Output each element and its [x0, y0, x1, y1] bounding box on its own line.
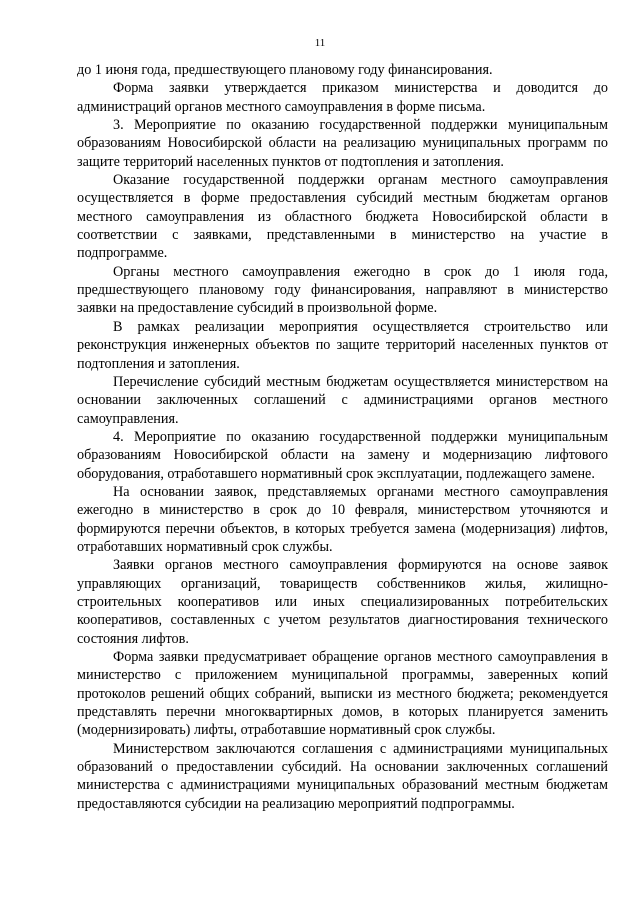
paragraph: Форма заявки утверждается приказом министерства и доводится до администраций органов местного самоуправления в форме письма.: [77, 80, 608, 115]
paragraph: Заявки органов местного самоуправления формируются на основе заявок управляющих организаций, товариществ собственников жилья, жилищно-строительных кооперативов или иных специализированных потребительских кооперативов, составленных с учетом результатов диагностирования технического состояния лифтов.: [77, 557, 608, 647]
paragraph: до 1 июня года, предшествующего плановому году финансирования.: [77, 62, 493, 78]
paragraph: На основании заявок, представляемых органами местного самоуправления ежегодно в министерство в срок до 10 февраля, министерством уточняются и формируются перечни объектов, в которых требуется замена (модернизация) лифтов, отработавших нормативный срок службы.: [77, 483, 608, 555]
paragraph: Форма заявки предусматривает обращение органов местного самоуправления в министерство с приложением муниципальной программы, заверенных копий протоколов решений общих собраний, выписки из местного бюджета; рекомендуется представлять перечни многоквартирных домов, в которых планируется заменить (модернизировать) лифты, отработавшие нормативный срок службы.: [77, 649, 608, 739]
paragraph: Перечисление субсидий местным бюджетам осуществляется министерством на основании заключенных соглашений с администрациями органов местного самоуправления.: [77, 373, 608, 427]
paragraph: Министерством заключаются соглашения с администрациями муниципальных образований о предоставлении субсидий. На основании заключенных соглашений министерства с администрациями муниципальных образований местным бюджетам предоставляются субсидии на реализацию мероприятий подпрограммы.: [77, 740, 608, 812]
paragraph: 3. Мероприятие по оказанию государственной поддержки муниципальным образованиям Новосибирской области на реализацию муниципальных программ по защите территорий населенных пунктов от подтопления и затопления.: [77, 117, 608, 170]
page-number: 11: [314, 37, 326, 49]
paragraph: Оказание государственной поддержки органам местного самоуправления осуществляется в форме предоставления субсидий местным бюджетам органов местного самоуправления из областного бюджета Новосибирской области в соответствии с заявками, представленными в министерство на участие в подпрограмме.: [77, 172, 608, 262]
paragraph: В рамках реализации мероприятия осуществляется строительство или реконструкция инженерных объектов по защите территорий населенных пунктов от подтопления и затопления.: [77, 318, 608, 372]
paragraph: Органы местного самоуправления ежегодно в срок до 1 июля года, предшествующего плановому году финансирования, направляют в министерство заявки на предоставление субсидий в произвольной форме.: [77, 263, 608, 317]
paragraph: 4. Мероприятие по оказанию государственной поддержки муниципальным образованиям Новосибирской области на замену и модернизацию лифтового оборудования, отработавшего нормативный срок эксплуатации, подлежащего замене.: [77, 428, 608, 482]
document-body: [77, 61, 608, 813]
